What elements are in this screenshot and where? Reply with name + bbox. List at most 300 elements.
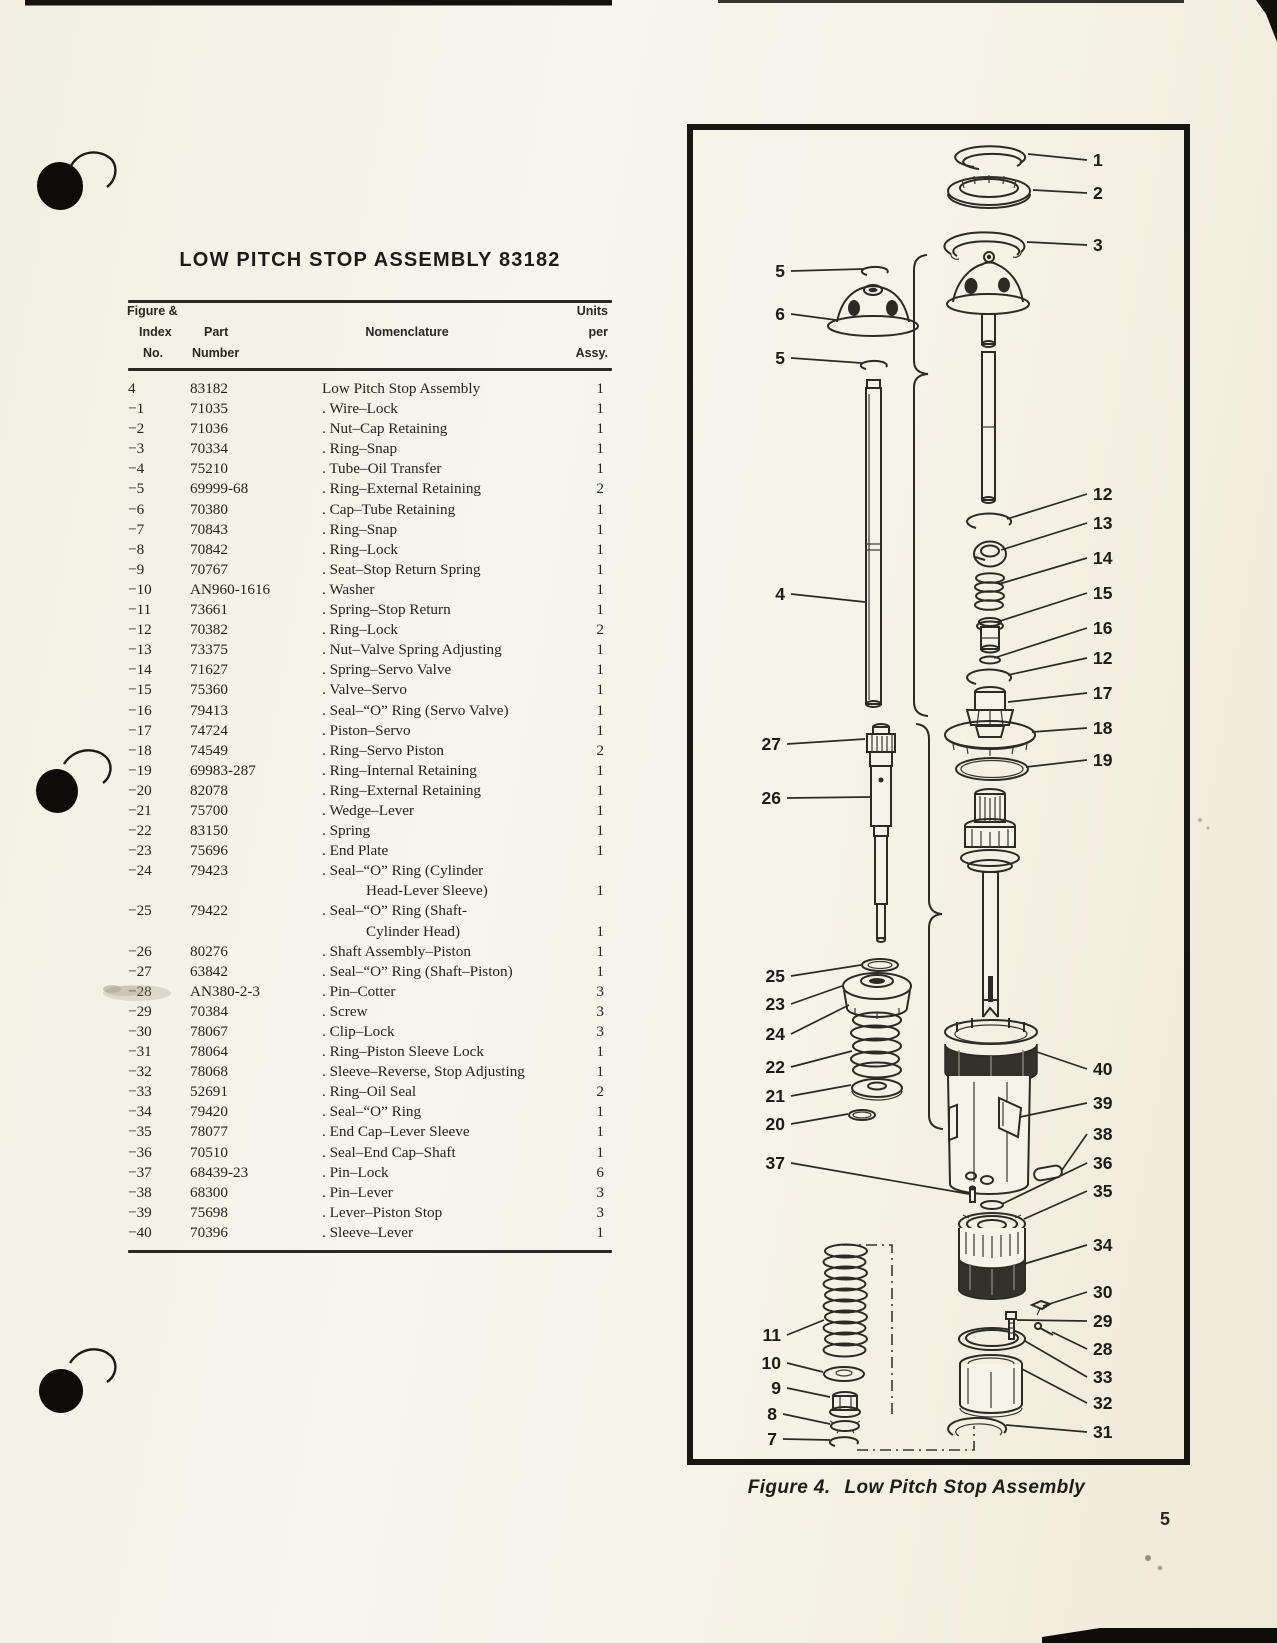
leader-line [791, 1005, 849, 1034]
part-piston-stack [961, 789, 1019, 1017]
table-row [128, 660, 604, 680]
part-25-shaft-o-ring [862, 959, 898, 971]
cell-index: −18 [128, 741, 152, 759]
part-13-valve-spring-adjusting-nut [974, 542, 1006, 567]
cell-part-number: 70380 [190, 500, 228, 518]
cell-index: −35 [128, 1123, 152, 1141]
figure-callout-label: 12 [1093, 648, 1113, 668]
table-row [128, 1183, 604, 1203]
part-5-external-retaining-ring-lower [861, 361, 887, 369]
cell-part-number: 70396 [190, 1223, 228, 1241]
cell-part-number: 79413 [190, 701, 228, 719]
cell-index: −33 [128, 1083, 152, 1101]
figure-canvas [687, 124, 1190, 1465]
table-rule-bottom [128, 1250, 612, 1253]
cell-index: −12 [128, 621, 152, 639]
cell-nomenclature: . Sleeve–Reverse, Stop Adjusting [322, 1063, 525, 1081]
cell-nomenclature: . Pin–Lock [322, 1163, 389, 1181]
scan-speckle-1 [1198, 818, 1202, 822]
leader-line [997, 593, 1087, 622]
table-row [128, 1082, 604, 1102]
cell-index: −14 [128, 661, 152, 679]
cell-units [570, 861, 604, 881]
part-9-stop-return-spring-seat [830, 1392, 860, 1417]
cell-units: 1 [596, 440, 604, 458]
table-row [128, 1022, 604, 1042]
scan-edge-mark-bottom [1042, 1628, 1277, 1643]
part-38-lever-pin [1033, 1165, 1063, 1182]
cell-index [128, 922, 190, 942]
cell-index: −2 [128, 420, 145, 438]
table-row [128, 640, 604, 660]
figure-caption-label: Figure 4. [747, 1477, 831, 1498]
figure-callout-label: 17 [1093, 683, 1113, 703]
figure-callout-label: 12 [1093, 484, 1113, 504]
cell-index: −23 [128, 842, 152, 860]
cell-index: −24 [128, 862, 152, 880]
table-row [128, 520, 604, 540]
cell-nomenclature: . Screw [322, 1002, 368, 1020]
header-figure: Figure & [127, 304, 178, 318]
figure-callout-label: 23 [765, 994, 785, 1014]
cell-index: −31 [128, 1043, 152, 1061]
cell-units: 1 [596, 721, 604, 739]
table-row [128, 721, 604, 741]
table-row [128, 801, 604, 821]
part-4-oil-transfer-tube [866, 380, 881, 707]
cell-units: 3 [596, 1002, 604, 1020]
cell-units: 3 [596, 1183, 604, 1201]
table-row [128, 962, 604, 982]
cell-index: −25 [128, 902, 152, 920]
figure-callout-label: 38 [1093, 1124, 1113, 1144]
leader-line [999, 558, 1087, 584]
scan-corner-mark [1256, 0, 1277, 42]
scan-edge-mark-top-left [25, 0, 612, 6]
part-6-tube-retaining-cap [828, 285, 918, 336]
cell-part-number [190, 881, 322, 901]
cell-part-number: 80276 [190, 942, 228, 960]
cell-index: −36 [128, 1143, 152, 1161]
cell-part-number: 69983-287 [190, 761, 256, 779]
figure-callout-label: 16 [1093, 618, 1113, 638]
cell-part-number: 70843 [190, 520, 228, 538]
figure-callout-label: 8 [767, 1404, 777, 1424]
cell-part-number: 68439-23 [190, 1163, 249, 1181]
cell-index: −38 [128, 1183, 152, 1201]
figure-callout-label: 4 [775, 584, 785, 604]
header-units: Units [576, 304, 608, 318]
cell-units: 1 [596, 641, 604, 659]
leader-line [787, 1320, 824, 1335]
table-row [128, 982, 604, 1002]
cell-units: 1 [596, 460, 604, 478]
cell-index: −37 [128, 1163, 152, 1181]
cell-index: −13 [128, 641, 152, 659]
cell-part-number: 78064 [190, 1043, 228, 1061]
header-no: No. [143, 346, 164, 360]
cell-part-number: 73661 [190, 601, 228, 619]
cell-index [128, 881, 190, 901]
figure-callout-label: 19 [1093, 750, 1113, 770]
cell-part-number: 83182 [190, 380, 228, 397]
scan-edge-mark-top-right [718, 0, 1184, 3]
table-row [128, 1102, 604, 1122]
leader-line [791, 965, 861, 976]
header-assy: Assy. [575, 346, 608, 360]
table-row [128, 1203, 604, 1223]
table-rule-header [128, 368, 612, 371]
scan-speckle-3 [1145, 1555, 1151, 1561]
figure-callout-label: 37 [765, 1153, 785, 1173]
cell-units: 1 [596, 801, 604, 819]
table-row [128, 1143, 604, 1163]
cell-units: 1 [596, 580, 604, 598]
leader-line [1027, 242, 1087, 245]
table-row [128, 1002, 604, 1022]
cell-units: 1 [596, 1103, 604, 1121]
table-row [128, 942, 604, 962]
cell-index: −29 [128, 1002, 152, 1020]
header-number: Number [192, 346, 240, 360]
cell-part-number: 75696 [190, 842, 228, 860]
table-row [128, 500, 604, 520]
cell-nomenclature: . Ring–External Retaining [322, 781, 482, 799]
cell-part-number: 70384 [190, 1002, 228, 1020]
leader-line [1033, 190, 1087, 193]
figure-callout-label: 15 [1093, 583, 1113, 603]
figure-callout-label: 24 [765, 1024, 785, 1044]
part-1-wire-lock [955, 146, 1025, 169]
cell-units: 1 [596, 842, 604, 860]
cell-part-number: 71627 [190, 661, 228, 679]
part-oil-transfer-shaft-right [982, 352, 995, 503]
cell-part-number: 75698 [190, 1203, 228, 1221]
cell-part-number: AN960-1616 [190, 580, 271, 598]
figure-callout-label: 14 [1093, 548, 1113, 568]
cell-nomenclature: . Seal–“O” Ring (Servo Valve) [322, 701, 509, 719]
cell-units: 1 [596, 1063, 604, 1081]
part-31-piston-sleeve-lock-ring [948, 1418, 1006, 1436]
cell-part-number: 78068 [190, 1063, 228, 1081]
cell-units: 1 [596, 500, 604, 518]
part-15-servo-valve [977, 618, 1003, 653]
figure-callout-label: 25 [765, 966, 785, 986]
part-12-lock-ring-upper [967, 514, 1011, 528]
cell-units: 2 [596, 480, 604, 498]
table-row [128, 1062, 604, 1082]
part-21-lever-wedge [852, 1079, 902, 1100]
cell-nomenclature: . Ring–Servo Piston [322, 741, 444, 759]
cell-nomenclature: . Washer [322, 580, 375, 598]
cell-index: −40 [128, 1223, 152, 1241]
leader-line [1022, 1369, 1087, 1403]
figure-callout-label: 6 [775, 304, 785, 324]
cell-units: 1 [596, 1043, 604, 1061]
punch-hole-mark-1 [33, 152, 116, 214]
table-row [128, 1163, 604, 1183]
punch-hole-mark-3 [36, 1349, 116, 1416]
cell-part-number: 79420 [190, 1103, 228, 1121]
table-row [128, 459, 604, 479]
cell-units: 1 [596, 1223, 604, 1241]
header-nomenclature: Nomenclature [365, 325, 449, 339]
leader-line [783, 1414, 830, 1424]
reference-dash-line-top [843, 1245, 892, 1415]
part-14-servo-valve-spring [975, 573, 1004, 610]
table-row [128, 600, 604, 620]
cell-part-number: 73375 [190, 641, 228, 659]
table-row [128, 580, 604, 600]
cell-part-number: 69999-68 [190, 480, 249, 498]
part-5-external-retaining-ring-upper [862, 267, 888, 275]
part-17-servo-piston [967, 687, 1013, 725]
cell-units: 1 [596, 761, 604, 779]
cell-index: −21 [128, 801, 152, 819]
cell-nomenclature: . Shaft Assembly–Piston [322, 942, 471, 960]
part-29-screw [1006, 1312, 1016, 1339]
cell-index: −5 [128, 480, 145, 498]
part-33-oil-seal-ring [959, 1328, 1025, 1350]
part-28-cotter-pin [1035, 1323, 1053, 1335]
figure-4-exploded-view [687, 124, 1190, 1465]
cell-units: 1 [596, 560, 604, 578]
page-number: 5 [1160, 1509, 1171, 1529]
leader-line [787, 797, 870, 798]
cell-part-number: 75360 [190, 681, 228, 699]
cell-part-number: 52691 [190, 1083, 228, 1101]
figure-callout-label: 36 [1093, 1153, 1113, 1173]
cell-part-number: 70510 [190, 1143, 228, 1161]
table-row [128, 399, 604, 419]
cell-part-number: 82078 [190, 781, 228, 799]
table-row [128, 620, 604, 640]
punch-hole-mark-2 [32, 750, 110, 816]
table-row [128, 680, 604, 700]
cell-units: 2 [596, 621, 604, 639]
part-19-internal-retaining-ring [956, 758, 1028, 780]
figure-callout-label: 28 [1093, 1339, 1113, 1359]
cell-units: 1 [596, 882, 604, 900]
figure-callout-label: 26 [761, 788, 781, 808]
part-18-servo-piston-ring [945, 721, 1035, 756]
cell-part-number: 75700 [190, 801, 228, 819]
table-row [128, 439, 604, 459]
table-row [128, 741, 604, 761]
figure-callout-label: 7 [767, 1429, 777, 1449]
cell-units: 1 [596, 922, 604, 940]
figure-callout-label: 31 [1093, 1422, 1113, 1442]
cell-units: 1 [596, 681, 604, 699]
cell-units: 3 [596, 982, 604, 1000]
cell-index: −22 [128, 822, 152, 840]
table-row [128, 922, 604, 942]
cell-part-number: 68300 [190, 1183, 228, 1201]
cell-nomenclature: . Ring–External Retaining [322, 480, 482, 498]
table-row [128, 1042, 604, 1062]
cell-index: −32 [128, 1063, 152, 1081]
cell-part-number: 74549 [190, 741, 228, 759]
leader-line [787, 1388, 830, 1397]
cell-part-number: 83150 [190, 822, 228, 840]
cell-part-number: 70842 [190, 540, 228, 558]
cell-nomenclature: Cylinder Head) [366, 922, 461, 940]
table-row [128, 1223, 604, 1243]
cell-nomenclature: . Ring–Oil Seal [322, 1083, 417, 1101]
cell-index: −19 [128, 761, 152, 779]
cell-units: 1 [596, 942, 604, 960]
leader-line [783, 1439, 830, 1440]
header-per: per [588, 325, 608, 339]
cell-units: 1 [596, 822, 604, 840]
leader-line [791, 1163, 969, 1194]
cell-units: 1 [596, 380, 604, 397]
figure-callout-label: 27 [761, 734, 781, 754]
cell-part-number: 75210 [190, 460, 228, 478]
cell-part-number: 70334 [190, 440, 228, 458]
cell-units: 1 [596, 1123, 604, 1141]
part-cap-tube-retaining-right [947, 252, 1029, 347]
cell-nomenclature: . Spring–Stop Return [322, 601, 451, 619]
cell-units: 3 [596, 1203, 604, 1221]
scan-speckle-4 [1158, 1566, 1162, 1570]
cell-nomenclature: . Ring–Snap [322, 520, 398, 538]
table-rows [128, 379, 604, 1243]
part-34-end-cap-cylinder [959, 1228, 1025, 1299]
cell-nomenclature: . Wire–Lock [322, 400, 398, 418]
cell-index: −1 [128, 400, 145, 418]
cell-index: −3 [128, 440, 145, 458]
table-rule-top [128, 300, 612, 303]
table-row [128, 540, 604, 560]
cell-index: −16 [128, 701, 152, 719]
part-37-lock-pin [970, 1187, 975, 1203]
part-32-reverse-stop-adjusting-sleeve [960, 1355, 1022, 1417]
cell-units: 3 [596, 1023, 604, 1040]
cell-nomenclature: . Seal–“O” Ring (Cylinder [322, 862, 484, 880]
cell-nomenclature: . Seal–“O” Ring [322, 1103, 422, 1121]
part-40-lever-sleeve [945, 1018, 1037, 1194]
part-12-lock-ring-lower [967, 670, 1011, 684]
cell-part-number: 71035 [190, 400, 228, 418]
cell-part-number: 78077 [190, 1123, 228, 1141]
figure-callout-label: 22 [765, 1057, 785, 1077]
cell-units: 1 [596, 601, 604, 619]
table-row [128, 901, 604, 921]
table-row [128, 841, 604, 861]
leader-line [791, 1051, 852, 1067]
cell-nomenclature: . Clip–Lock [322, 1023, 395, 1040]
cell-part-number: 71036 [190, 420, 228, 438]
table-row [128, 379, 604, 399]
cell-part-number: AN380-2-3 [190, 982, 261, 1000]
figure-callout-label: 10 [761, 1353, 781, 1373]
callout-layer [762, 150, 1113, 1449]
cell-nomenclature: . Spring–Servo Valve [322, 661, 452, 679]
cell-index: −15 [128, 681, 152, 699]
leader-line [1024, 1245, 1087, 1264]
table-row [128, 1122, 604, 1142]
header-part: Part [204, 325, 229, 339]
cell-index: −20 [128, 781, 152, 799]
leader-line [1024, 1191, 1087, 1219]
cell-units: 6 [596, 1163, 604, 1181]
cell-index: −6 [128, 500, 145, 518]
cell-units: 1 [596, 661, 604, 679]
cell-nomenclature: Low Pitch Stop Assembly [322, 380, 481, 397]
cell-index: −34 [128, 1103, 152, 1121]
figure-callout-label: 11 [762, 1325, 781, 1345]
cell-nomenclature: . Nut–Valve Spring Adjusting [322, 641, 502, 659]
leader-line [791, 594, 865, 602]
figure-callout-label: 5 [775, 261, 785, 281]
figure-callout-label: 9 [771, 1378, 781, 1398]
cell-nomenclature: . Ring–Snap [322, 440, 398, 458]
part-26-piston-shaft-assembly [867, 724, 895, 942]
figure-callout-label: 18 [1093, 718, 1113, 738]
table-row [128, 861, 604, 881]
cell-units: 2 [596, 741, 604, 759]
cell-units: 1 [596, 781, 604, 799]
cell-units: 1 [596, 520, 604, 538]
table-row [128, 419, 604, 439]
leader-line [994, 628, 1087, 658]
cell-part-number: 70382 [190, 621, 228, 639]
cell-part-number: 79423 [190, 862, 228, 880]
figure-callout-label: 29 [1093, 1311, 1113, 1331]
part-7-snap-ring [830, 1437, 858, 1446]
part-36-end-cap-seal [981, 1201, 1003, 1209]
cell-units: 1 [596, 962, 604, 980]
cell-part-number: 78067 [190, 1023, 228, 1040]
cell-nomenclature: . Seat–Stop Return Spring [322, 560, 481, 578]
cell-index: −30 [128, 1023, 152, 1040]
cell-nomenclature: . End Plate [322, 842, 389, 860]
cell-index: −11 [128, 601, 152, 619]
table-row [128, 781, 604, 801]
figure-callout-label: 40 [1093, 1059, 1113, 1079]
cell-nomenclature: . Ring–Internal Retaining [322, 761, 477, 779]
part-10-washer [824, 1367, 864, 1381]
figure-callout-label: 20 [765, 1114, 785, 1134]
header-index: Index [139, 325, 172, 339]
cell-nomenclature: . Lever–Piston Stop [322, 1203, 443, 1221]
cell-index: −17 [128, 721, 152, 739]
table-row [128, 560, 604, 580]
leader-line [1028, 154, 1087, 160]
leader-line [791, 986, 842, 1004]
figure-callout-label: 13 [1093, 513, 1113, 533]
cell-units: 1 [596, 540, 604, 558]
figure-callout-label: 32 [1093, 1393, 1113, 1413]
cell-nomenclature: . Ring–Lock [322, 540, 398, 558]
cell-index: −9 [128, 560, 145, 578]
leader-line [791, 314, 836, 320]
cell-index: −8 [128, 540, 145, 558]
figure-callout-label: 3 [1093, 235, 1103, 255]
group-brace-lower [916, 724, 943, 1129]
leader-line [1052, 1332, 1087, 1349]
figure-callout-label: 5 [775, 348, 785, 368]
cell-index: −39 [128, 1203, 152, 1221]
leader-line [787, 739, 865, 744]
figure-callout-label: 35 [1093, 1181, 1113, 1201]
cell-nomenclature: . End Cap–Lever Sleeve [322, 1123, 470, 1141]
leader-line [1008, 693, 1087, 702]
cell-units: 2 [596, 1083, 604, 1101]
cell-nomenclature: . Cap–Tube Retaining [322, 500, 456, 518]
leader-line [1025, 1341, 1087, 1377]
